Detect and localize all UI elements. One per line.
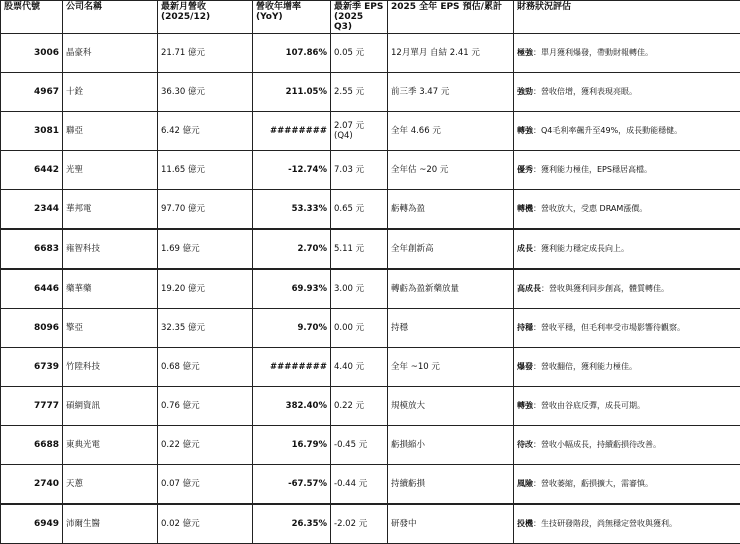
table-row <box>1 309 740 348</box>
evaluation-cell <box>514 426 740 465</box>
revenue-cell: 0.22 億元 <box>158 426 253 465</box>
yoy-cell: 53.33% <box>253 190 331 230</box>
company-name-cell: 竹陞科技 <box>63 348 158 387</box>
stock-code-cell: 6683 <box>1 229 63 269</box>
eps-annual-cell: 持續虧損 <box>388 465 514 505</box>
eps-annual-cell: 前三季 3.47 元 <box>388 73 514 112</box>
yoy-cell: 69.93% <box>253 269 331 309</box>
evaluation-text: ：生技研發階段，尚無穩定營收與獲利。 <box>533 519 677 528</box>
eps-annual-cell: 持穩 <box>388 309 514 348</box>
table-row <box>1 387 740 426</box>
company-name-cell: 擎亞 <box>63 309 158 348</box>
table-header-row <box>1 1 740 34</box>
eps-annual-cell: 12月單月 自結 2.41 元 <box>388 34 514 73</box>
evaluation-tag: 強勁 <box>517 87 533 96</box>
eps-annual-cell: 虧轉為盈 <box>388 190 514 230</box>
eps-quarter-cell: 4.40 元 <box>331 348 388 387</box>
table-row <box>1 348 740 387</box>
company-name-cell: 東典光電 <box>63 426 158 465</box>
evaluation-tag: 風險 <box>517 479 533 488</box>
stock-code-cell: 6739 <box>1 348 63 387</box>
evaluation-cell <box>514 151 740 190</box>
evaluation-cell <box>514 73 740 112</box>
yoy-cell: ######## <box>253 112 331 151</box>
evaluation-tag: 成長 <box>517 244 533 253</box>
revenue-cell: 32.35 億元 <box>158 309 253 348</box>
stock-code-cell: 3006 <box>1 34 63 73</box>
revenue-cell: 0.02 億元 <box>158 504 253 544</box>
revenue-cell: 19.20 億元 <box>158 269 253 309</box>
evaluation-tag: 優秀 <box>517 165 533 174</box>
eps-annual-cell: 轉虧為盈新藥放量 <box>388 269 514 309</box>
eps-annual-cell: 全年 4.66 元 <box>388 112 514 151</box>
evaluation-tag: 轉強 <box>517 401 533 410</box>
company-name-cell: 藥華藥 <box>63 269 158 309</box>
evaluation-cell <box>514 348 740 387</box>
evaluation-cell <box>514 309 740 348</box>
eps-quarter-cell: -0.44 元 <box>331 465 388 505</box>
stock-code-cell: 6442 <box>1 151 63 190</box>
evaluation-text: ：獲利能力極佳，EPS穩居高檔。 <box>533 165 652 174</box>
revenue-cell: 0.07 億元 <box>158 465 253 505</box>
stock-code-cell: 2344 <box>1 190 63 230</box>
company-name-cell: 光聖 <box>63 151 158 190</box>
evaluation-cell <box>514 34 740 73</box>
evaluation-tag: 待改 <box>517 440 533 449</box>
evaluation-text: ：營收翻倍，獲利能力極佳。 <box>533 362 637 371</box>
eps-quarter-cell: 2.55 元 <box>331 73 388 112</box>
header-yoy: 營收年增率 (YoY) <box>253 1 331 34</box>
eps-annual-cell: 規模放大 <box>388 387 514 426</box>
revenue-cell: 21.71 億元 <box>158 34 253 73</box>
evaluation-tag: 投機 <box>517 519 533 528</box>
evaluation-text: ：營收放大，受惠 DRAM漲價。 <box>533 204 647 213</box>
evaluation-text: ：營收與獲利同步創高，體質轉佳。 <box>541 284 669 293</box>
eps-quarter-cell: 3.00 元 <box>331 269 388 309</box>
yoy-cell: -12.74% <box>253 151 331 190</box>
revenue-cell: 11.65 億元 <box>158 151 253 190</box>
table-row <box>1 269 740 309</box>
revenue-cell: 1.69 億元 <box>158 229 253 269</box>
yoy-cell: 9.70% <box>253 309 331 348</box>
evaluation-text: ：營收倍增，獲利表現亮眼。 <box>533 87 637 96</box>
eps-annual-cell: 虧損縮小 <box>388 426 514 465</box>
eps-quarter-cell: 2.07 元 (Q4) <box>331 112 388 151</box>
stock-code-cell: 6949 <box>1 504 63 544</box>
table-row <box>1 112 740 151</box>
eps-quarter-cell: -2.02 元 <box>331 504 388 544</box>
header-code: 股票代號 <box>1 1 63 34</box>
evaluation-tag: 持穩 <box>517 323 533 332</box>
eps-annual-cell: 全年 ~10 元 <box>388 348 514 387</box>
company-name-cell: 沛爾生醫 <box>63 504 158 544</box>
table-row <box>1 151 740 190</box>
stock-code-cell: 7777 <box>1 387 63 426</box>
evaluation-text: ：Q4毛利率飆升至49%，成長動能穩健。 <box>533 126 682 135</box>
yoy-cell: 382.40% <box>253 387 331 426</box>
company-name-cell: 天蔥 <box>63 465 158 505</box>
company-name-cell: 晶豪科 <box>63 34 158 73</box>
evaluation-tag: 爆發 <box>517 362 533 371</box>
revenue-cell: 0.68 億元 <box>158 348 253 387</box>
eps-quarter-cell: 0.22 元 <box>331 387 388 426</box>
revenue-cell: 0.76 億元 <box>158 387 253 426</box>
evaluation-text: ：營收由谷底反彈，成長可期。 <box>533 401 645 410</box>
header-name: 公司名稱 <box>63 1 158 34</box>
evaluation-tag: 極強 <box>517 48 533 57</box>
stock-code-cell: 2740 <box>1 465 63 505</box>
stock-code-cell: 3081 <box>1 112 63 151</box>
stock-code-cell: 6688 <box>1 426 63 465</box>
evaluation-tag: 轉機 <box>517 204 533 213</box>
revenue-cell: 97.70 億元 <box>158 190 253 230</box>
eps-annual-cell: 全年創新高 <box>388 229 514 269</box>
stock-code-cell: 6446 <box>1 269 63 309</box>
yoy-cell: 107.86% <box>253 34 331 73</box>
table-row <box>1 73 740 112</box>
table-row <box>1 504 740 544</box>
company-name-cell: 聯亞 <box>63 112 158 151</box>
eps-quarter-cell: 5.11 元 <box>331 229 388 269</box>
eps-quarter-cell: 0.05 元 <box>331 34 388 73</box>
evaluation-cell <box>514 465 740 505</box>
revenue-cell: 36.30 億元 <box>158 73 253 112</box>
header-evaluation: 財務狀況評估 <box>514 1 740 34</box>
table-row <box>1 426 740 465</box>
evaluation-cell <box>514 229 740 269</box>
header-revenue: 最新月營收 (2025/12) <box>158 1 253 34</box>
eps-quarter-cell: 0.65 元 <box>331 190 388 230</box>
evaluation-cell <box>514 112 740 151</box>
yoy-cell: 26.35% <box>253 504 331 544</box>
company-name-cell: 雍智科技 <box>63 229 158 269</box>
table-row <box>1 229 740 269</box>
header-eps-annual: 2025 全年 EPS 預估/累計 <box>388 1 514 34</box>
yoy-cell: 2.70% <box>253 229 331 269</box>
table-row <box>1 190 740 230</box>
table-row <box>1 34 740 73</box>
company-name-cell: 華邦電 <box>63 190 158 230</box>
company-name-cell: 碩網資訊 <box>63 387 158 426</box>
evaluation-cell <box>514 387 740 426</box>
header-eps-quarter: 最新季 EPS (2025 Q3) <box>331 1 388 34</box>
evaluation-cell <box>514 190 740 230</box>
revenue-cell: 6.42 億元 <box>158 112 253 151</box>
evaluation-text: ：營收小幅成長，持續虧損待改善。 <box>533 440 661 449</box>
yoy-cell: 16.79% <box>253 426 331 465</box>
evaluation-cell <box>514 269 740 309</box>
evaluation-text: ：獲利能力穩定成長向上。 <box>533 244 629 253</box>
eps-quarter-cell: -0.45 元 <box>331 426 388 465</box>
evaluation-tag: 高成長 <box>517 284 541 293</box>
eps-annual-cell: 全年估 ~20 元 <box>388 151 514 190</box>
eps-quarter-cell: 0.00 元 <box>331 309 388 348</box>
company-name-cell: 十銓 <box>63 73 158 112</box>
stock-code-cell: 4967 <box>1 73 63 112</box>
evaluation-text: ：營收萎縮，虧損擴大，需審慎。 <box>533 479 653 488</box>
eps-annual-cell: 研發中 <box>388 504 514 544</box>
evaluation-text: ：營收平穩，但毛利率受市場影響待觀察。 <box>533 323 685 332</box>
evaluation-text: ：單月獲利爆發，帶動財報轉佳。 <box>533 48 653 57</box>
evaluation-cell <box>514 504 740 544</box>
evaluation-tag: 轉強 <box>517 126 533 135</box>
yoy-cell: -67.57% <box>253 465 331 505</box>
table-row <box>1 465 740 505</box>
stock-code-cell: 8096 <box>1 309 63 348</box>
eps-quarter-cell: 7.03 元 <box>331 151 388 190</box>
yoy-cell: ######## <box>253 348 331 387</box>
yoy-cell: 211.05% <box>253 73 331 112</box>
